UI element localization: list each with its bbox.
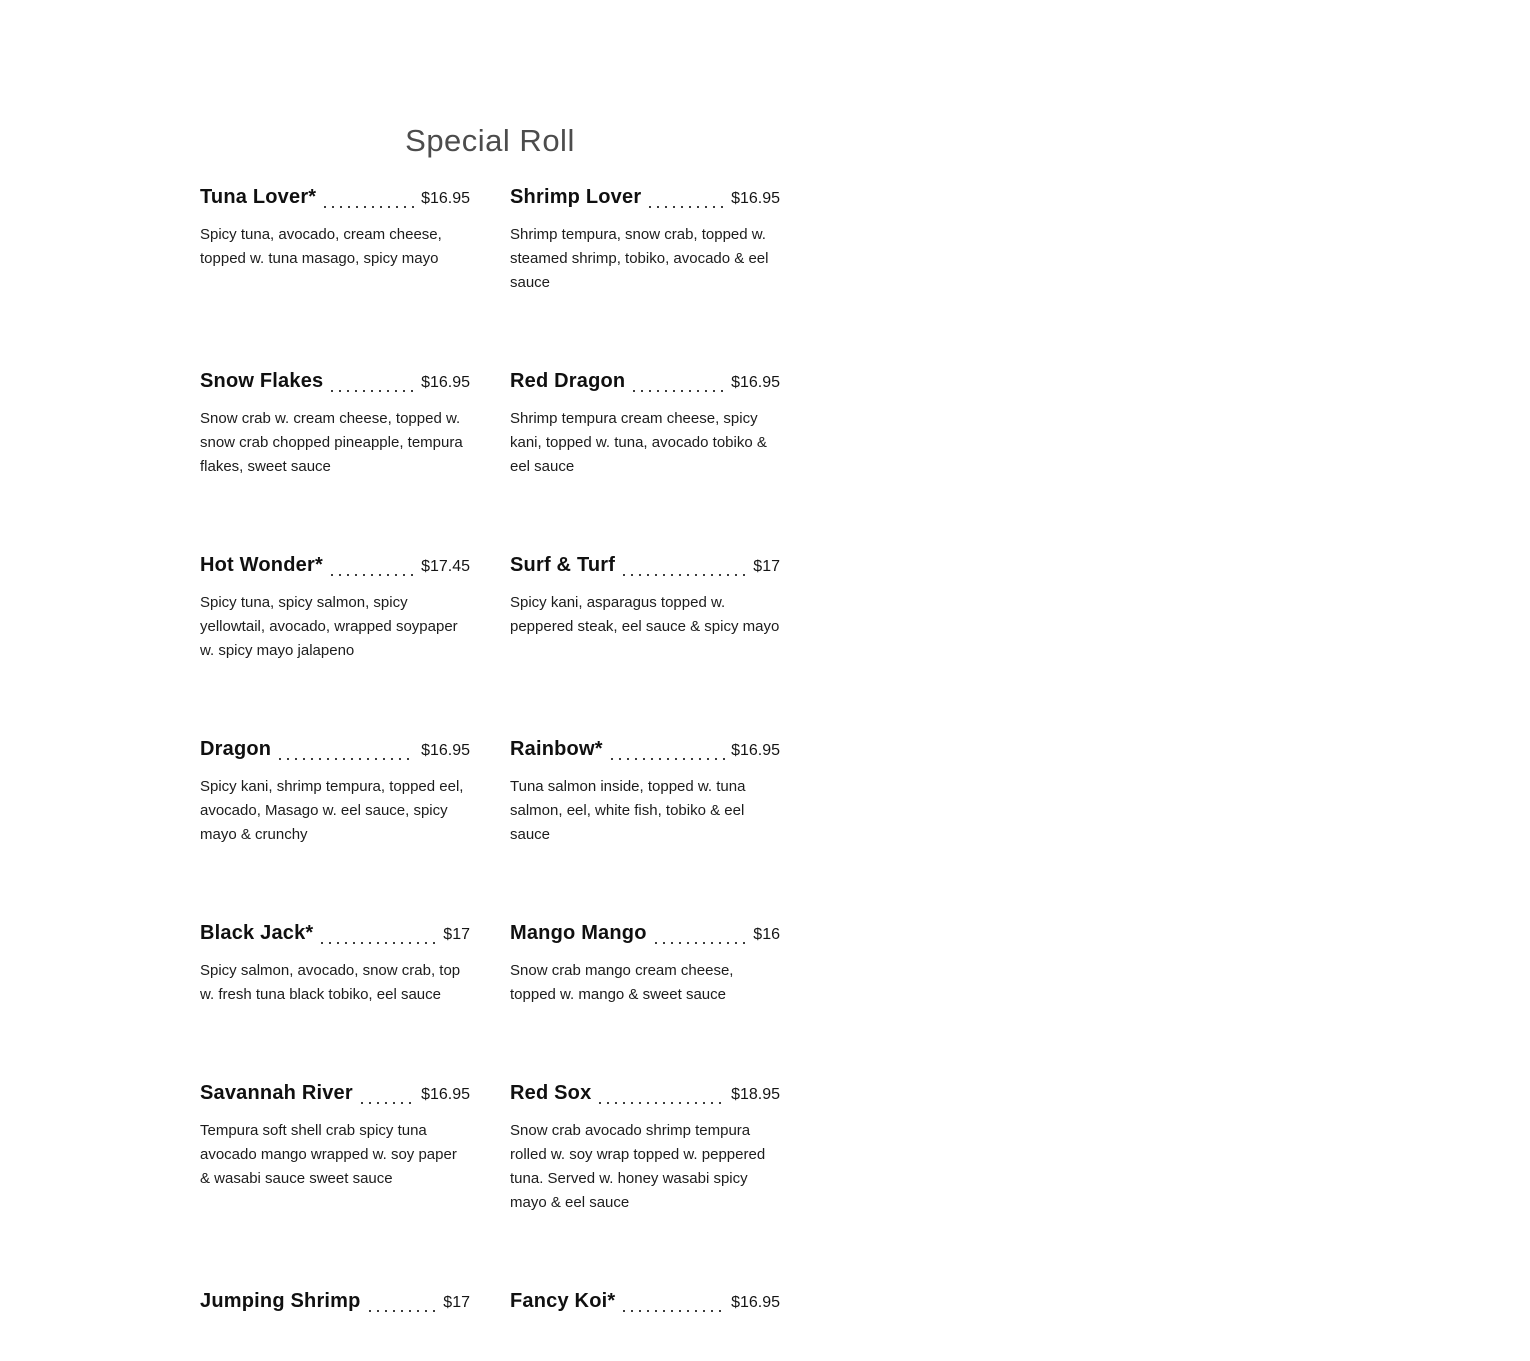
menu-item-header [200,183,470,213]
menu-item-name: Red Dragon [510,370,626,392]
menu-item-surf-turf [510,551,780,663]
menu-item-price: $16.95 [421,374,470,391]
menu-item-header [200,551,470,581]
menu-item-description: Spicy kani, shrimp tempura, topped eel, avocado, Masago w. eel sauce, spicy mayo & crunchy [200,778,464,843]
menu-item-black-jack [200,919,470,1007]
menu-grid [200,183,780,1351]
dotted-leader [599,1102,725,1104]
menu-item-name: Red Sox [510,1082,592,1104]
menu-item-header [510,183,780,213]
menu-item-name: Snow Flakes [200,370,324,392]
menu-item-price: $18.95 [731,1086,780,1103]
menu-item-name: Fancy Koi* [510,1290,616,1312]
dotted-leader [623,1310,725,1312]
dotted-leader [611,758,725,760]
dotted-leader [321,942,437,944]
menu-item-header [200,367,470,397]
dotted-leader [633,390,725,392]
menu-item-description: Snow crab mango cream cheese, topped w. mango & sweet sauce [510,962,734,1003]
menu-item-description: Snow crab avocado shrimp tempura rolled w. soy wrap topped w. peppered tuna. Served w. honey wasabi spicy mayo & eel sauce [510,1122,766,1211]
menu-content [200,0,780,1351]
menu-item-mango-mango [510,919,780,1007]
dotted-leader [331,390,415,392]
menu-item-header [510,919,780,949]
menu-item-price: $17 [443,1294,470,1311]
menu-item-price: $16.95 [421,190,470,207]
menu-item-description: Shrimp tempura cream cheese, spicy kani, topped w. tuna, avocado tobiko & eel sauce [510,410,767,475]
menu-item-name: Shrimp Lover [510,186,642,208]
menu-item-red-dragon [510,367,780,479]
menu-item-price: $16.95 [731,374,780,391]
menu-item-price: $17 [753,558,780,575]
dotted-leader [655,942,748,944]
dotted-leader [361,1102,415,1104]
menu-item-price: $16.95 [421,1086,470,1103]
menu-item-price: $16.95 [731,190,780,207]
menu-item-description: Spicy salmon, avocado, snow crab, top w. fresh tuna black tobiko, eel sauce [200,962,461,1003]
menu-item-description: Tuna salmon inside, topped w. tuna salmon, eel, white fish, tobiko & eel sauce [510,778,746,843]
menu-item-name: Mango Mango [510,922,647,944]
menu-item-name: Surf & Turf [510,554,616,576]
menu-item-description: Spicy tuna, avocado, cream cheese, topped w. tuna masago, spicy mayo [200,226,442,267]
menu-item-description: Spicy tuna, spicy salmon, spicy yellowtail, avocado, wrapped soypaper w. spicy mayo jalapeno [200,594,458,659]
menu-item-name: Hot Wonder* [200,554,323,576]
menu-item-header [510,367,780,397]
page-title: Special Roll [405,123,575,158]
menu-item-price: $17 [443,926,470,943]
menu-item-name: Jumping Shrimp [200,1290,361,1312]
menu-item-name: Black Jack* [200,922,314,944]
menu-item-name: Tuna Lover* [200,186,317,208]
dotted-leader [649,206,725,208]
menu-item-header [510,1079,780,1109]
menu-item-name: Dragon [200,738,272,760]
menu-item-description: Spicy kani, asparagus topped w. peppered steak, eel sauce & spicy mayo [510,594,780,635]
page-bottom-mask [0,1332,1530,1361]
menu-item-price: $17.45 [421,558,470,575]
menu-item-description: Snow crab w. cream cheese, topped w. snow crab chopped pineapple, tempura flakes, sweet sauce [200,410,463,475]
dotted-leader [324,206,415,208]
menu-item-rainbow [510,735,780,847]
menu-item-header [200,1287,470,1317]
menu-item-header [200,735,470,765]
menu-item-dragon [200,735,470,847]
menu-item-shrimp-lover [510,183,780,295]
menu-item-header [200,1079,470,1109]
menu-item-price: $16.95 [731,1294,780,1311]
menu-item-snow-flakes [200,367,470,479]
dotted-leader [623,574,747,576]
menu-item-name: Rainbow* [510,738,603,760]
menu-item-header [510,735,780,765]
menu-item-header [510,1287,780,1317]
dotted-leader [279,758,415,760]
menu-item-description: Shrimp tempura, snow crab, topped w. steamed shrimp, tobiko, avocado & eel sauce [510,226,769,291]
menu-item-price: $16.95 [421,742,470,759]
menu-item-description: Tempura soft shell crab spicy tuna avocado mango wrapped w. soy paper & wasabi sauce sweet sauce [200,1122,457,1187]
menu-item-red-sox [510,1079,780,1215]
menu-item-price: $16 [753,926,780,943]
menu-item-name: Savannah River [200,1082,353,1104]
menu-item-price: $16.95 [731,742,780,759]
dotted-leader [331,574,415,576]
menu-item-tuna-lover [200,183,470,295]
menu-item-savannah-river [200,1079,470,1215]
menu-item-hot-wonder [200,551,470,663]
menu-item-header [200,919,470,949]
dotted-leader [369,1310,438,1312]
menu-item-header [510,551,780,581]
